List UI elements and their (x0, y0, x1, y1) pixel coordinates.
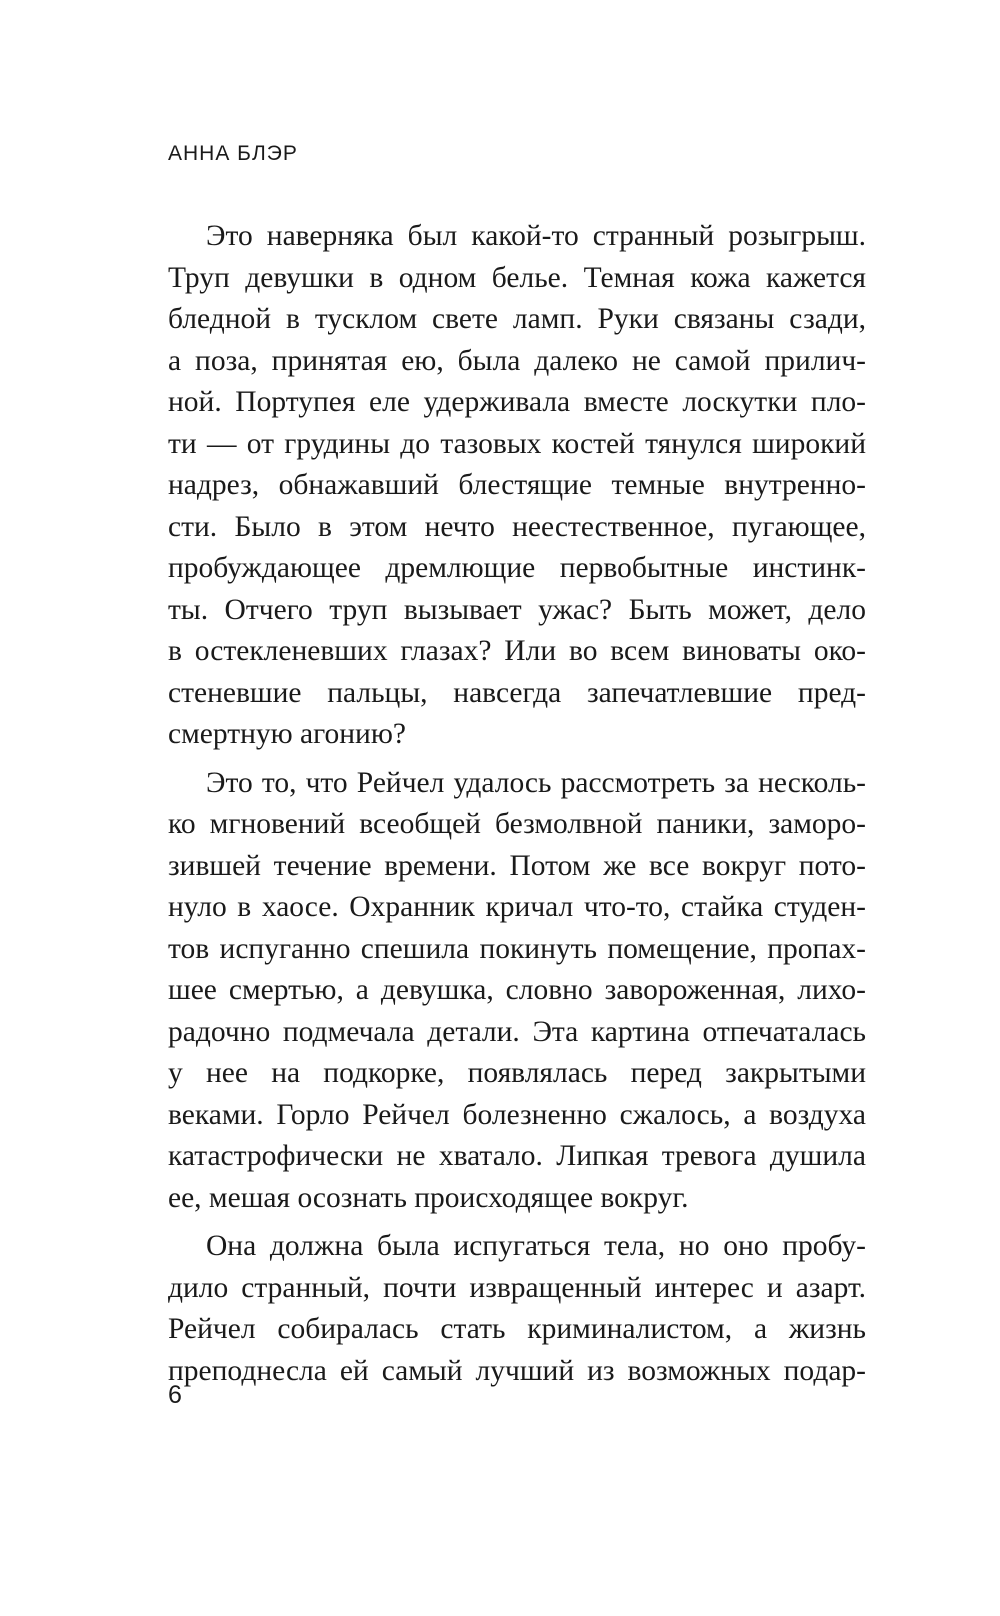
page-number: 6 (168, 1381, 182, 1409)
paragraph (168, 1226, 866, 1392)
text-line: надрез, обнажавший блестящие темные внутренно- (168, 469, 866, 501)
paragraph (168, 763, 866, 1220)
text-line: смертную агонию? (168, 718, 406, 750)
running-head-author: АННА БЛЭР (168, 142, 298, 165)
text-line: Она должна была испугаться тела, но оно пробу- (206, 1230, 866, 1262)
text-line: дило странный, почти извращенный интерес и азарт. (168, 1271, 866, 1304)
text-line: тов испуганно спешила покинуть помещение, пропах- (168, 932, 866, 965)
text-line: катастрофически не хватало. Липкая тревога душила (168, 1140, 866, 1172)
text-line: сти. Было в этом нечто неестественное, пугающее, (168, 510, 866, 543)
text-line: стеневшие пальцы, навсегда запечатлевшие пред- (168, 676, 866, 709)
text-line: веками. Горло Рейчел болезненно сжалось, а воздуха (168, 1098, 866, 1131)
text-line: нуло в хаосе. Охранник кричал что-то, стайка студен- (168, 891, 866, 923)
text-line: ти — от грудины до тазовых костей тянулся широкий (168, 427, 866, 460)
text-line: ко мгновений всеобщей безмолвной паники, заморо- (168, 808, 866, 840)
paragraph (168, 216, 866, 756)
text-line: Труп девушки в одном белье. Темная кожа кажется (168, 261, 866, 294)
text-line: ее, мешая осознать происходящее вокруг. (168, 1181, 689, 1214)
text-line: Рейчел собиралась стать криминалистом, а жизнь (168, 1313, 866, 1345)
text-line: а поза, принятая ею, была далеко не самой прилич- (168, 344, 866, 377)
text-line: Это то, что Рейчел удалось рассмотреть за несколь- (206, 766, 866, 799)
text-line: ной. Портупея еле удерживала вместе лоскутки пло- (168, 386, 866, 418)
text-line: пробуждающее дремлющие первобытные инстинк- (168, 552, 866, 584)
text-line: радочно подмечала детали. Эта картина отпечаталась (168, 1015, 866, 1048)
text-line: зившей течение времени. Потом же все вокруг пото- (168, 849, 866, 882)
text-line: шее смертью, а девушка, словно завороженная, лихо- (168, 974, 866, 1006)
text-line: у нее на подкорке, появлялась перед закрытыми (168, 1057, 866, 1089)
body-text (168, 216, 866, 1392)
text-line: Это наверняка был какой-то странный розыгрыш. (206, 220, 866, 252)
text-line: ты. Отчего труп вызывает ужас? Быть может, дело (168, 593, 866, 626)
text-line: в остекленевших глазах? Или во всем виноваты око- (168, 635, 866, 667)
text-line: бледной в тусклом свете ламп. Руки связаны сзади, (168, 303, 866, 335)
text-line: преподнесла ей самый лучший из возможных подар- (168, 1354, 866, 1387)
